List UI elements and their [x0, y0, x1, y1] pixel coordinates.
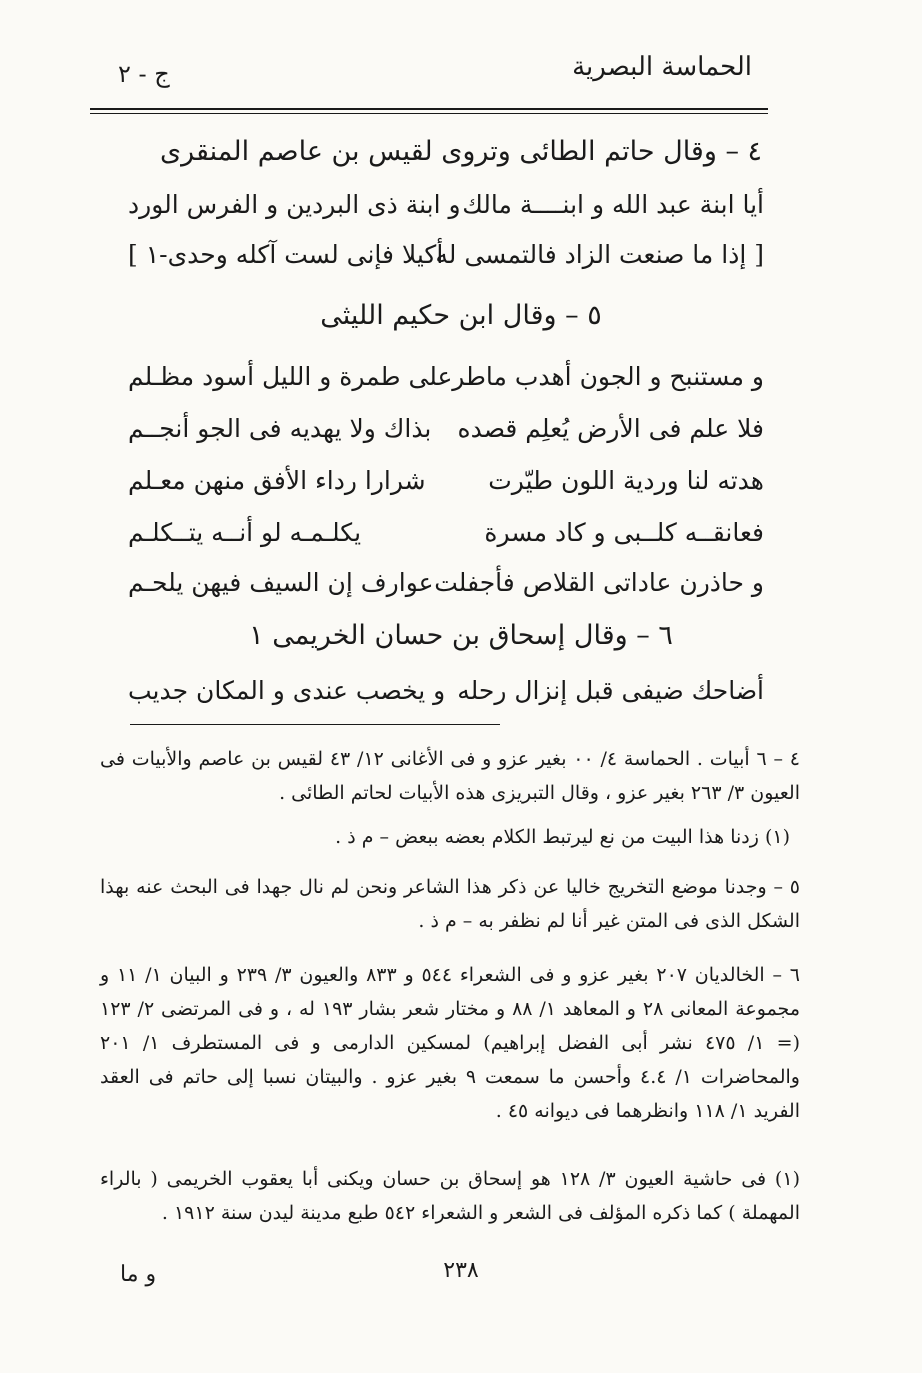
footnote: ٤ – ٦ أبيات . الحماسة ٤/ ٠٠ بغير عزو و فى الأغانى ١٢/ ٤٣ لقيس بن عاصم والأبيات فى العيون ٣/ ٢٦٣ بغير عزو ، وقال التبريزى هذه الأبيات لحاتم الطائى .: [100, 748, 800, 804]
verse-first-hemistich: هدته لنا وردية اللون طيّرت: [488, 466, 764, 495]
verse-first-hemistich: فعانقــه كلــبى و كاد مسرة: [484, 518, 764, 547]
verse-line: [128, 414, 764, 458]
poem-heading: ٥ – وقال ابن حكيم الليثى: [320, 300, 602, 331]
verse-second-hemistich: أكيلا فإنى لست آكله وحدى-١ ]: [128, 240, 444, 269]
verse-line: [128, 568, 764, 612]
verse-first-hemistich: أيا ابنة عبد الله و ابنــــة مالك: [462, 190, 764, 219]
volume-label: ج - ٢: [118, 60, 170, 88]
verse-first-hemistich: و مستنبح و الجون أهدب ماطر: [452, 362, 764, 391]
footnote: ٥ – وجدنا موضع التخريج خاليا عن ذكر هذا الشاعر ونحن لم نال جهدا فى البحث عنه بهذا الشكل الذى فى المتن غير أنا لم نظفر به – م ذ .: [100, 876, 800, 932]
verse-second-hemistich: بذاك ولا يهديه فى الجو أنجــم: [128, 414, 432, 443]
verse-line: [128, 190, 764, 234]
header-rule: [90, 108, 768, 110]
verse-line: [128, 676, 764, 720]
verse-first-hemistich: [ إذا ما صنعت الزاد فالتمسى له: [435, 240, 764, 269]
verse-second-hemistich: شرارا رداء الأفق منهن معـلم: [128, 466, 426, 495]
poem-heading: ٦ – وقال إسحاق بن حسان الخريمى ١: [249, 620, 673, 651]
verse-first-hemistich: و حاذرن عاداتى القلاص فأجفلت: [434, 568, 764, 597]
verse-first-hemistich: أضاحك ضيفى قبل إنزال رحله: [457, 676, 764, 705]
verse-second-hemistich: و ابنة ذى البردين و الفرس الورد: [128, 190, 461, 219]
verse-line: [128, 518, 764, 562]
page-number: ٢٣٨: [443, 1258, 479, 1283]
verse-line: [128, 240, 764, 284]
verse-second-hemistich: و يخصب عندى و المكان جديب: [128, 676, 446, 705]
poem-heading: ٤ – وقال حاتم الطائى وتروى لقيس بن عاصم المنقرى: [159, 136, 763, 167]
verse-first-hemistich: فلا علم فى الأرض يُعلِم قصده: [457, 414, 764, 443]
verse-line: [128, 466, 764, 510]
footnote: (١) زدنا هذا البيت من نع ليرتبط الكلام بعضه ببعض – م ذ .: [335, 826, 790, 848]
footnote-separator: [130, 724, 500, 725]
verse-second-hemistich: يكلـمـه لو أنــه يتــكلـم: [128, 518, 362, 547]
footnote: ٦ – الخالديان ٢٠٧ بغير عزو و فى الشعراء ٥٤٤ و ٨٣٣ والعيون ٣/ ٢٣٩ و البيان ١/ ١١ و مجموعة المعانى ٢٨ و المعاهد ١/ ٨٨ و مختار شعر بشار ١٩٣ له ، و فى المرتضى ٢/ ١٢٣ (= ١/ ٤٧٥ نشر أبى الفضل إبراهيم) لمسكين الدارمى و فى المستطرف ١/ ٢٠١ والمحاضرات ١/ ٤.٤ وأحسن ما سمعت ٩ بغير عزو . والبيتان نسبا إلى حاتم فى العقد الفريد ١/ ١١٨ وانظرهما فى ديوانه ٤٥ .: [100, 964, 801, 1122]
running-header-title: الحماسة البصرية: [572, 52, 752, 82]
footnote: (١) فى حاشية العيون ٣/ ١٢٨ هو إسحاق بن حسان ويكنى أبا يعقوب الخريمى ( بالراء المهملة ) كما ذكره المؤلف فى الشعر و الشعراء ٥٤٢ طبع مدينة ليدن سنة ١٩١٢ .: [100, 1168, 800, 1224]
verse-line: [128, 362, 764, 406]
header-rule-thin: [90, 113, 768, 114]
verse-second-hemistich: عوارف إن السيف فيهن يلحـم: [128, 568, 434, 597]
verse-second-hemistich: على طمرة و الليل أسود مظـلم: [128, 362, 453, 391]
catchword: و ما: [120, 1262, 157, 1287]
